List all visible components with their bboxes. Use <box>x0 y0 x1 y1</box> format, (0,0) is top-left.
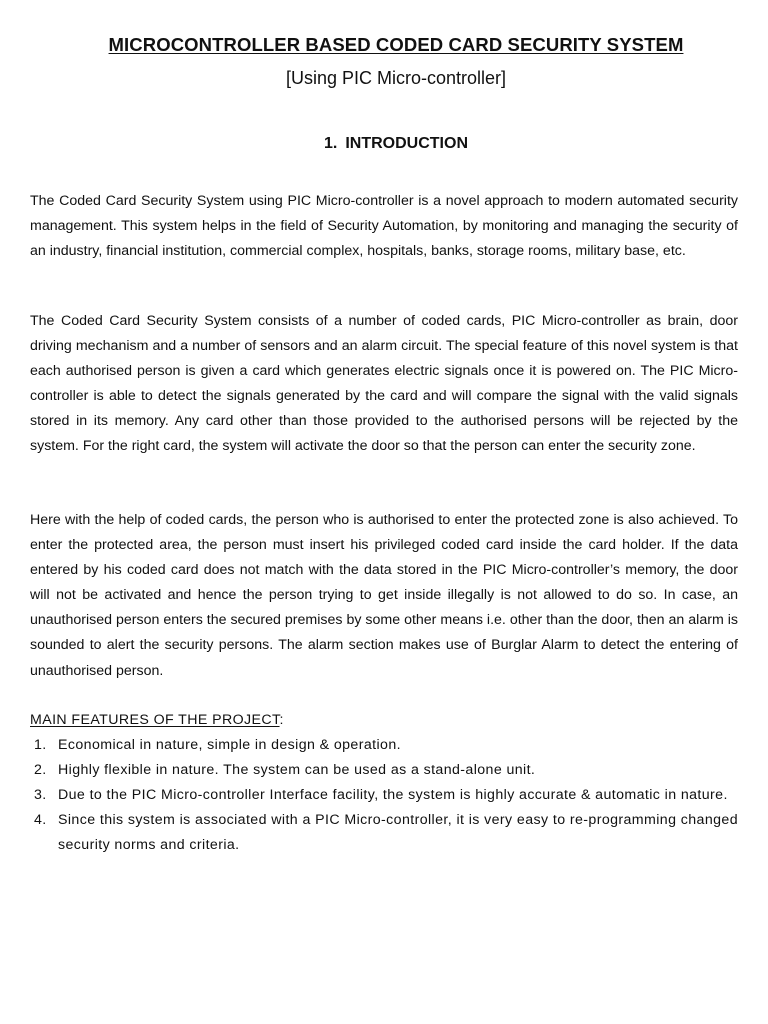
feature-number: 4. <box>34 812 47 829</box>
section-heading <box>30 135 762 153</box>
feature-number: 1. <box>34 737 47 753</box>
feature-item <box>30 783 738 808</box>
features-heading-text: MAIN FEATURES OF THE PROJECT <box>30 712 280 728</box>
document-title: MICROCONTROLLER BASED CODED CARD SECURITY SYSTEM <box>108 34 684 55</box>
features-heading-colon: : <box>279 712 284 728</box>
section-title: INTRODUCTION <box>345 135 468 152</box>
feature-text: Due to the PIC Micro-controller Interface facility, the system is highly accurate & automatic in nature. <box>58 787 728 804</box>
features-heading <box>30 708 284 733</box>
feature-text: Since this system is associated with a PIC Micro-controller, it is very easy to re-programming changed security norms and criteria. <box>58 812 738 854</box>
section-number: 1. <box>324 135 338 152</box>
feature-item <box>30 808 738 858</box>
features-list <box>30 733 738 858</box>
feature-text: Economical in nature, simple in design & operation. <box>58 737 401 753</box>
intro-paragraph-3: Here with the help of coded cards, the person who is authorised to enter the protected zone is also achieved. To enter the protected area, the person must insert his privileged coded card inside the card holder. If the data entered by his coded card does not match with the data stored in the PIC Micro-controller’s memory, the door will not be activated and hence the person trying to get inside illegally is not allowed to do so. In case, an unauthorised person enters the secured premises by some other means i.e. other than the door, then an alarm is sounded to alert the security persons. The alarm section makes use of Burglar Alarm to detect the entering of unauthorised person. <box>30 512 738 679</box>
feature-number: 3. <box>34 787 47 804</box>
document-subtitle: [Using PIC Micro-controller] <box>285 68 507 88</box>
intro-paragraph-1: The Coded Card Security System using PIC Micro-controller is a novel approach to modern automated security management. This system helps in the field of Security Automation, by monitoring and managing the security of an industry, financial institution, commercial complex, hospitals, banks, storage rooms, military base, etc. <box>30 193 738 260</box>
feature-text: Highly flexible in nature. The system can be used as a stand-alone unit. <box>58 762 536 779</box>
feature-item <box>30 733 738 758</box>
feature-item <box>30 758 738 783</box>
feature-number: 2. <box>34 762 47 779</box>
intro-paragraph-2: The Coded Card Security System consists of a number of coded cards, PIC Micro-controller as brain, door driving mechanism and a number of sensors and an alarm circuit. The special feature of this novel system is that each authorised person is given a card which generates electric signals once it is powered on. The PIC Micro-controller is able to detect the signals generated by the card and will compare the signal with the valid signals stored in its memory. Any card other than those provided to the authorised persons will be rejected by the system. For the right card, the system will activate the door so that the person can enter the security zone. <box>30 313 738 455</box>
